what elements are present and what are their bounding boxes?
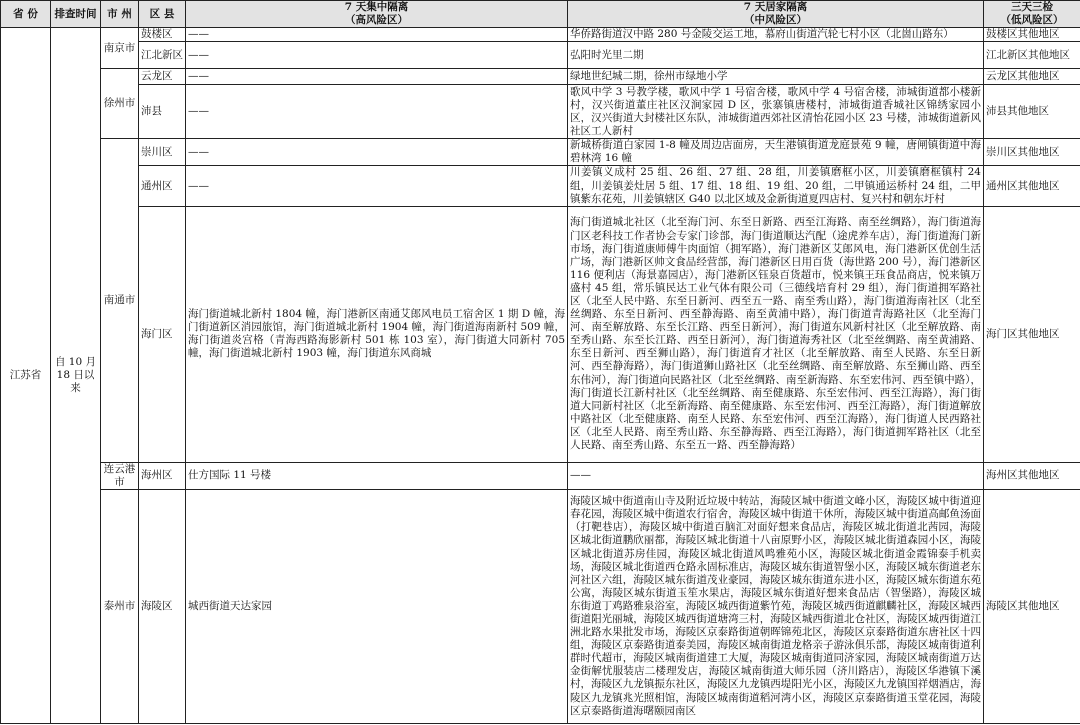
- mid-risk-cell: 川姜镇义成村 25 组、26 组、27 组、28 组，川姜镇磨框小区，川姜镇磨框镇村 24 组，川姜镇姜灶居 5 组、17 组、18 组、19 组、20 组，二甲镇通运桥村 24 组，二甲镇紫东花苑，川姜镇辖区 G40 以北区域及金新街道夏四店村、复兴村和朝东圩村: [568, 166, 984, 206]
- table-row: [1, 462, 1080, 489]
- high-risk-cell: 海门街道城北新村 1804 幢，海门港新区南通艾郎风电员工宿舍区 1 期 D 幢，海门街道新区消园旅馆，海门街道城北新村 1904 幢，海门街道海南新村 509 幢，海门街道炎宫格（青海西路海影新村 501 栋 103 室），海门街道大同新村 705 幢，海门街道城北新村 1903 幢，海门街道东风商城: [186, 206, 568, 462]
- district-cell: 云龙区: [139, 69, 186, 85]
- high-risk-cell: ——: [186, 85, 568, 139]
- low-risk-cell: 海门区其他地区: [984, 206, 1080, 462]
- mid-risk-cell: 绿地世纪城二期，徐州市绿地小学: [568, 69, 984, 85]
- city-cell: 南通市: [101, 139, 139, 462]
- mid-risk-cell: 弘阳时光里二期: [568, 42, 984, 69]
- high-risk-cell: ——: [186, 166, 568, 206]
- low-risk-cell: 海陵区其他地区: [984, 489, 1080, 723]
- mid-risk-cell: 新城桥街道白家园 1-8 幢及周边店面房，天生港镇街道龙庭景苑 9 幢，唐闸镇街道中海碧林湾 16 幢: [568, 139, 984, 166]
- table-row: [1, 206, 1080, 462]
- low-risk-cell: 鼓楼区其他地区: [984, 28, 1080, 42]
- district-cell: 海州区: [139, 462, 186, 489]
- mid-risk-cell: ——: [568, 462, 984, 489]
- header-low-risk: 三天三检 （低风险区）: [984, 1, 1080, 28]
- mid-risk-cell: 华侨路街道汉中路 280 号金陵交运工地，慕府山街道汽轮七村小区（北崮山路东）: [568, 28, 984, 42]
- date-cell: 自 10 月 18 日以来: [51, 28, 101, 724]
- high-risk-cell: 城西街道天达家园: [186, 489, 568, 723]
- low-risk-cell: 海州区其他地区: [984, 462, 1080, 489]
- city-cell: 泰州市: [101, 489, 139, 723]
- header-row: [1, 1, 1080, 28]
- city-cell: 徐州市: [101, 69, 139, 139]
- table-row: [1, 28, 1080, 42]
- mid-risk-cell: 歌风中学 3 号教学楼，歌风中学 1 号宿舍楼，歌风中学 4 号宿舍楼，沛城街道都小楼新村，汉兴街道董庄社区汉涧家园 D 区，张寨镇唐楼村，沛城街道香城社区锦绣家园小区，汉兴街道大封楼社区东队，沛城街道西郊社区清怡花园小区 23 号楼，沛城街道新风社区工人新村: [568, 85, 984, 139]
- district-cell: 海陵区: [139, 489, 186, 723]
- table-row: [1, 489, 1080, 723]
- province-cell: 江苏省: [1, 28, 51, 724]
- district-cell: 崇川区: [139, 139, 186, 166]
- header-high-risk: 7 天集中隔离 （高风险区）: [186, 1, 568, 28]
- header-date: 排查时间: [51, 1, 101, 28]
- table-row: [1, 139, 1080, 166]
- city-cell: 南京市: [101, 28, 139, 69]
- high-risk-cell: ——: [186, 28, 568, 42]
- table-row: [1, 69, 1080, 85]
- mid-risk-cell: 海陵区城中街道南山寺及附近垃圾中转站，海陵区城中街道文峰小区，海陵区城中街道迎春花园，海陵区城中街道农行宿舍，海陵区城中街道干休所，海陵区城中街道高邮鱼汤面（打靶巷店），海陵区城中街道百脑汇对面好想来食品店，海陵区城北街道北茜园，海陵区城北街道鹏欣丽都，海陵区城北街道十八亩原野小区，海陵区城北街道森园小区，海陵区城北街道苏房佳园，海陵区城北街道风鸣雅苑小区，海陵区城北街道金霞锦泰手机卖场，海陵区城北街道西仓路永固标准店，海陵区城东街道智堡小区，海陵区城东街道老东河社区六组，海陵区城东街道茂业豪园，海陵区城东街道东进小区，海陵区城东街道东苑公寓，海陵区城东街道玉笙水果店，海陵区城东街道好想来食品店（智堡路），海陵区城东街道丁鸡路雅泉浴室，海陵区城西街道紫竹苑，海陵区城西街道麒麟社区，海陵区城西街道阳光丽城，海陵区城西街道塘湾三村，海陵区城西街道北仓社区，海陵区城西街道江洲北路水果批发市场，海陵区京泰路街道朝晖锦苑北区，海陵区京泰路街道东唐社区十四组，海陵区京泰路街道泰美园，海陵区城南街道龙格亲子游泳俱乐部，海陵区城南街道利群时代超市，海陵区城南街道建工大厦，海陵区城南街道同济家园，海陵区城南街道万达金街解忧服装店二楼理发店，海陵区城南街道大师乐园（济川路店），海陵区华港镇下溪村，海陵区九龙镇振东社区，海陵区九龙镇西堤阳光小区，海陵区九龙镇国祥烟酒店，海陵区九龙镇兆光照相馆，海陵区城南街道稻河湾小区，海陵区京泰路街道玉堂花园，海陵区京泰路街道海曙颐园南区: [568, 489, 984, 723]
- table-row: [1, 85, 1080, 139]
- district-cell: 通州区: [139, 166, 186, 206]
- header-province: 省 份: [1, 1, 51, 28]
- mid-risk-cell: 海门街道城北社区（北至海门河、东至日新路、西至江海路、南至丝绸路），海门街道海门区老科技工作者协会专家门诊部，海门街道顺达汽配（途虎养车店），海门街道海门新市场，海门街道康师傅牛肉面馆（拥军路），海门港新区艾郎风电，海门港新区优创生活广场，海门港新区帅文食品经营部，海门港新区日用百货（海世路 200 号），海门港新区 116 便利店（海景嘉园店），海门港新区钰泉百货超市，悦来镇王珏食品商店，悦来镇万盛村 45 组，常乐镇民达工业气体有限公司（三德线培育村 29 组），海门街道拥军路社区（北至人民中路、东至日新河、西至五一路、南至秀山路），海门街道海南社区（北至丝绸路、东至日新河、西至静海路、南至黄浦中路），海门街道青海路社区（北至海门河、南至解放路、东至长江路、西至日新河），海门街道东风新村社区（北至解放路、南至秀山路、东至长江路、西至日新河），海门街道海秀社区（北至丝绸路、南至黄浦路、东至日新河、西至狮山路），海门街道育才社区（北至解放路、南至人民路、东至日新河、西至静海路），海门街道狮山路社区（北至丝绸路、南至解放路、东至狮山路、西至东伟河），海门街道向民路社区（北至丝绸路、南至新海路、东至宏伟河、西至镇中路），海门街道长江新村社区（北至丝绸路、南至健康路、东至宏伟河、西至江海路），海门街道大同新村社区（北至新海路、南至健康路、东至宏伟河、西至江海路），海门街道解放中路社区（北至健康路、南至人民路、东至宏伟河、西至江海路），海门街道人民西路社区（北至人民路、南至秀山路、东至静海路、西至江海路），海门街道拥军路社区（北至人民路、南至秀山路、东至五一路、西至静海路）: [568, 206, 984, 462]
- city-cell: 连云港市: [101, 462, 139, 489]
- high-risk-cell: ——: [186, 42, 568, 69]
- high-risk-cell: ——: [186, 139, 568, 166]
- low-risk-cell: 沛县其他地区: [984, 85, 1080, 139]
- header-mid-risk: 7 天居家隔离 （中风险区）: [568, 1, 984, 28]
- table-row: [1, 42, 1080, 69]
- district-cell: 沛县: [139, 85, 186, 139]
- low-risk-cell: 通州区其他地区: [984, 166, 1080, 206]
- high-risk-cell: 仕方国际 11 号楼: [186, 462, 568, 489]
- low-risk-cell: 云龙区其他地区: [984, 69, 1080, 85]
- low-risk-cell: 崇川区其他地区: [984, 139, 1080, 166]
- district-cell: 海门区: [139, 206, 186, 462]
- low-risk-cell: 江北新区其他地区: [984, 42, 1080, 69]
- high-risk-cell: ——: [186, 69, 568, 85]
- district-cell: 江北新区: [139, 42, 186, 69]
- district-cell: 鼓楼区: [139, 28, 186, 42]
- table-row: [1, 166, 1080, 206]
- header-city: 市 州: [101, 1, 139, 28]
- header-district: 区 县: [139, 1, 186, 28]
